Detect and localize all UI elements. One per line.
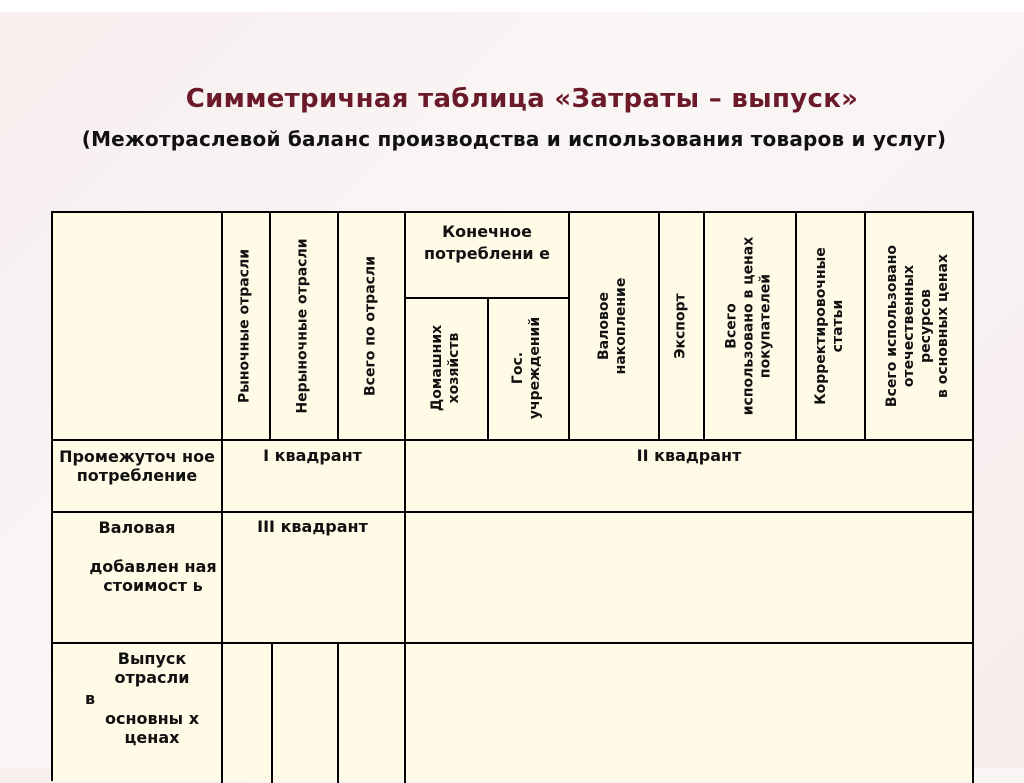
rule-bottom-nonmarket — [337, 642, 339, 783]
rule-row1-bottom — [53, 511, 972, 513]
row-output-label-3: основны х ценах — [104, 709, 200, 747]
rule-col-final — [568, 213, 570, 439]
row-output-label-2: в — [84, 689, 96, 708]
col-total-domestic-header: Всего использовано отечественных ресурсов в основных ценах — [884, 244, 951, 408]
col-nonmarket-header: Нерыночные отрасли — [294, 238, 311, 414]
quadrant-1-label: I квадрант — [263, 446, 362, 465]
row-intermediate-label: Промежуточ ное потребление — [59, 447, 215, 485]
rule-row2-bottom — [53, 642, 972, 644]
col-export-header: Экспорт — [672, 293, 689, 359]
col-market-header: Рыночные отрасли — [236, 248, 253, 404]
rule-col-accum — [658, 213, 660, 439]
rule-header-bottom — [53, 439, 972, 441]
col-total-branches-header: Всего по отрасли — [362, 256, 379, 396]
rule-col-purchaser — [795, 213, 797, 439]
slide-title: Симметричная таблица «Затраты – выпуск» — [185, 84, 859, 114]
col-government-header: Гос. учреждений — [510, 316, 543, 420]
slide-subtitle: (Межотраслевой баланс производства и использования товаров и услуг) — [81, 127, 947, 151]
rule-col-households — [487, 297, 489, 439]
col-total-purchaser-header: Всего использовано в ценах покупателей — [723, 236, 774, 416]
row-value-added-label-1: Валовая — [98, 518, 176, 537]
input-output-table — [51, 211, 974, 781]
rule-col-label — [221, 213, 223, 783]
col-gross-accumulation-header: Валовое накопление — [596, 277, 629, 375]
col-final-consumption-header: Конечное потреблени е — [423, 222, 551, 263]
rule-right-edge — [972, 213, 974, 783]
col-adjustment-header: Корректировочные статьи — [813, 247, 846, 405]
rule-col-export — [703, 213, 705, 439]
rule-bottom-market — [271, 642, 273, 783]
row-value-added-label-2: добавлен ная стоимост ь — [89, 557, 217, 595]
quadrant-2-label: II квадрант — [636, 446, 742, 465]
quadrant-3-label: III квадрант — [257, 517, 368, 536]
rule-col-total — [404, 213, 406, 783]
col-households-header: Домашних хозяйств — [429, 324, 462, 412]
rule-col-market — [269, 213, 271, 439]
row-output-label-1: Выпуск отрасли — [114, 649, 190, 687]
rule-col-adjust — [864, 213, 866, 439]
rule-col-nonmarket — [337, 213, 339, 439]
slide-top-strip — [0, 0, 1024, 12]
